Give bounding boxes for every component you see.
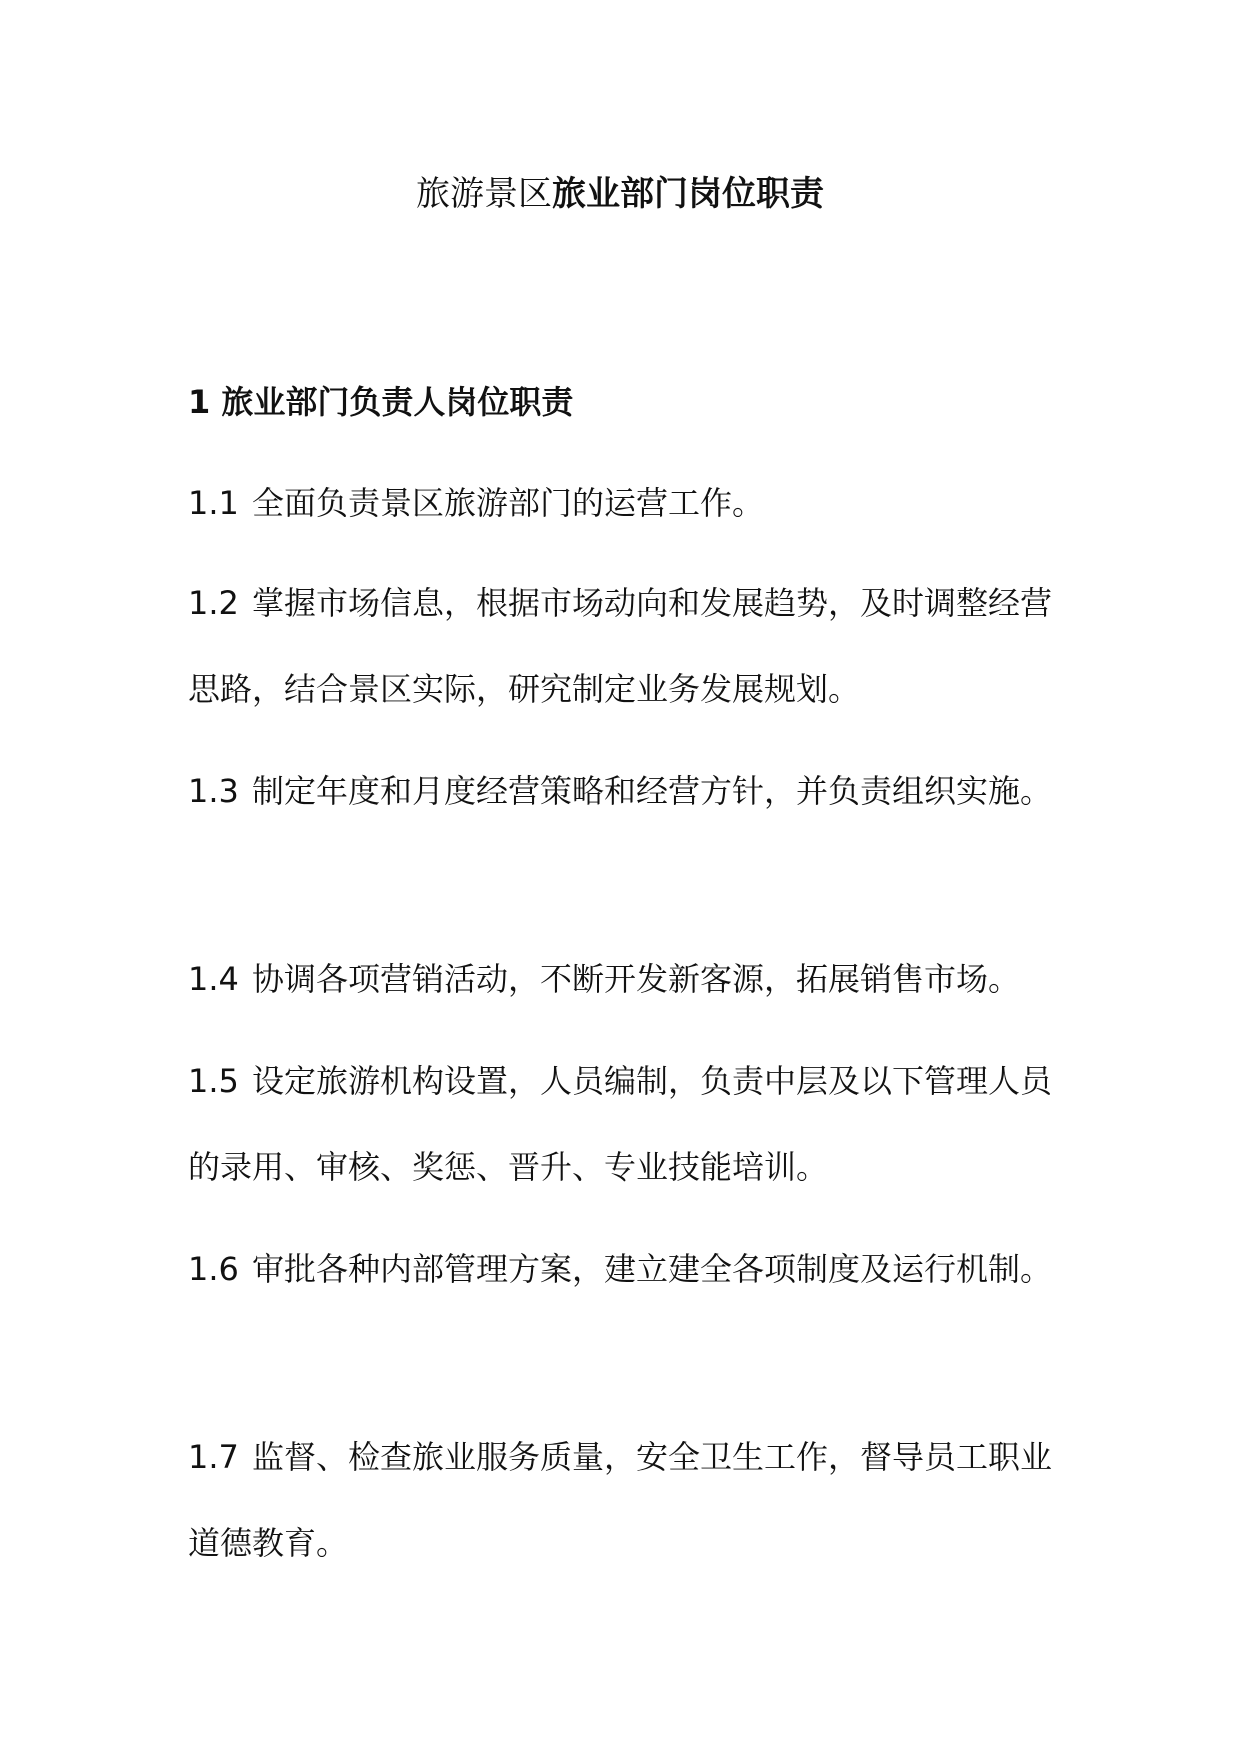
- item-number: 1.7: [188, 1438, 239, 1476]
- item-number: 1.3: [188, 772, 239, 810]
- item-text: 全面负责景区旅游部门的运营工作。: [252, 484, 765, 522]
- item-text: 掌握市场信息，根据市场动向和发展趋势，及时调整经营思路，结合景区实际，研究制定业务发展规划。: [188, 584, 1053, 708]
- duty-item-1-7: [188, 1414, 1058, 1586]
- duty-item-1-2: [188, 560, 1058, 732]
- item-number: 1.6: [188, 1250, 239, 1288]
- item-text: 监督、检查旅业服务质量，安全卫生工作，督导员工职业道德教育。: [188, 1438, 1053, 1562]
- item-text: 审批各种内部管理方案，建立建全各项制度及运行机制。: [252, 1250, 1053, 1288]
- item-number: 1.1: [188, 484, 239, 522]
- duty-item-1-4: [188, 936, 1058, 1022]
- duty-item-1-5: [188, 1038, 1058, 1210]
- item-number: 1.4: [188, 960, 239, 998]
- item-number: 1.2: [188, 584, 239, 622]
- section-heading: 1 旅业部门负责人岗位职责: [188, 383, 574, 421]
- duty-item-1-1: [188, 460, 1058, 546]
- item-text: 协调各项营销活动，不断开发新客源，拓展销售市场。: [252, 960, 1021, 998]
- duty-item-1-6: [188, 1226, 1058, 1312]
- item-text: 制定年度和月度经营策略和经营方针，并负责组织实施。: [252, 772, 1053, 810]
- item-text: 设定旅游机构设置，人员编制，负责中层及以下管理人员的录用、审核、奖惩、晋升、专业技能培训。: [188, 1062, 1053, 1186]
- document-title: [0, 170, 1240, 218]
- title-prefix: 旅游景区: [416, 174, 552, 214]
- item-number: 1.5: [188, 1062, 239, 1100]
- title-main: 旅业部门岗位职责: [552, 174, 824, 214]
- duty-item-1-3: [188, 748, 1058, 834]
